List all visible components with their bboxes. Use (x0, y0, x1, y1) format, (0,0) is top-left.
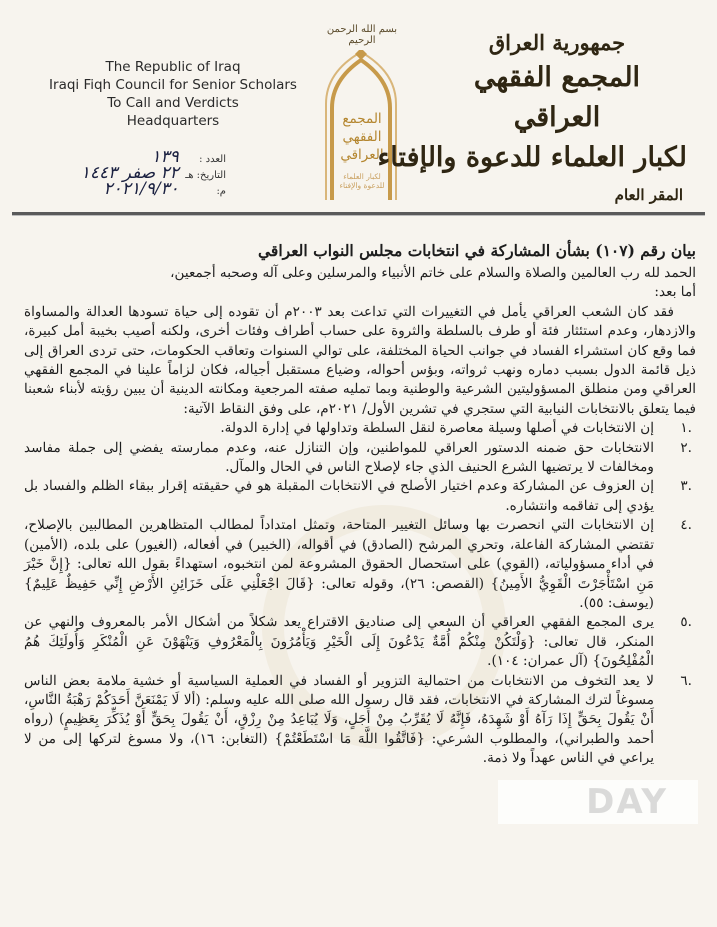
arabic-council-sub: لكبار العلماء للدعوة والإفتاء (377, 142, 687, 173)
logo-basmala: بسم الله الرحمن الرحيم (326, 24, 398, 46)
gregorian-date-value: ٢٠٢١/٩/٣٠ (103, 179, 179, 199)
header-divider (12, 212, 705, 216)
point-text: يرى المجمع الفقهي العراقي أن السعي إلى صناديق الاقتراع يعد شكلاً من أشكال الأمر بالمعروف والنهي عن المنكر، قال تعالى: {وَلْتَكُنْ مِنْكُمْ أُمَّةٌ يَدْعُونَ إِلَى الْخَيْرِ وَيَأْمُرُونَ بِالْمَعْرُوفِ وَيَنْهَوْنَ عَنِ الْمُنْكَرِ وَأُولَئِكَ هُمُ الْمُفْلِحُونَ} (آل عمران: ١٠٤). (24, 614, 654, 670)
point-number: .٢ (680, 439, 692, 456)
overlay-watermark-text: DAY (586, 782, 668, 822)
list-item (24, 613, 696, 671)
point-text: إن الانتخابات التي انحصرت بها وسائل التغيير المتاحة، وتمثل امتداداً لمطالب المتظاهرين المطالبين بالإصلاح، تقتضي المشاركة الفاعلة، وتحري المرشح (الصادق) في أقواله، (الخبير) في أفعاله، (الغيور) على بلده، (الأمين) في أداء مسؤولياته، (القوي) على استحصال الحقوق المشروعة لمن انتخبوه، استهداءً بقول الله تعالى: {إِنَّ خَيْرَ مَنِ اسْتَأْجَرْتَ الْقَوِيُّ الأَمِينُ} (القصص: ٢٦)، وقوله تعالى: {قَالَ اجْعَلْنِي عَلَى خَزَائِنِ الأَرْضِ إِنِّي حَفِيظٌ عَلِيمٌ} (يوسف: ٥٥). (24, 517, 654, 611)
amma-baad: أما بعد: (654, 284, 696, 301)
point-number: .٤ (680, 517, 692, 534)
hijri-date-value: ٢٢ صفر ١٤٤٣ (80, 163, 179, 183)
arabic-headquarters: المقر العام (614, 186, 683, 204)
logo-subtitle: لكبار العلماء للدعوة والإفتاء (339, 172, 385, 190)
point-number: .٣ (680, 478, 692, 495)
list-item (24, 419, 696, 438)
intro-paragraph: فقد كان الشعب العراقي يأمل في التغييرات التي تداعت بعد ٢٠٠٣م أن تقوده إلى حياة تسودها العدالة والمساواة والازدهار، وعدم استئثار فئة أو طرف بالسلطة والثروة على حساب أطراف وفئات أخرى، ولكنه أصيب بخيبة أمل كبيرة، فما وقع كان استشراء الفساد في جوانب الحياة المختلفة، على توالي السنوات وتعاقب الحكومات، حتى تردى العراق إلى ذيل قائمة الدول بسبب دماره ونهب ثرواته، وبؤس أحواله، وضياع مستقبل أجياله، فكان لزاماً علينا في المجمع الفقهي العراقي ومن منطلق المسؤوليتين الشرعية والوطنية وبما تمليه صفته المرجعية ومكانته الدينية أن يبين رؤيته لأبناء شعبنا فيما يتعلق بالانتخابات النيابية التي ستجري في تشرين الأول/ ٢٠٢١م، على وفق النقاط الآتية: (24, 303, 696, 417)
points-list (24, 419, 696, 768)
list-item (24, 672, 696, 769)
list-item (24, 439, 696, 478)
point-text: إن العزوف عن المشاركة وعدم اختيار الأصلح في الانتخابات المقبلة هو في حقيقته إقرار ببقاء الظلم والفساد بل يؤدي إلى تفاقمه وانتشاره. (24, 478, 654, 514)
point-text: إن الانتخابات في أصلها وسيلة معاصرة لنقل السلطة وتداولها في إدارة الدولة. (220, 420, 654, 437)
english-line-call: To Call and Verdicts (107, 95, 239, 111)
english-letterhead (48, 58, 298, 130)
english-line-republic: The Republic of Iraq (105, 59, 241, 75)
arabic-council-name: المجمع الفقهي العراقي (473, 62, 641, 133)
point-number: .٦ (680, 672, 692, 689)
english-line-council: Iraqi Fiqh Council for Senior Scholars (49, 77, 297, 93)
statement-title: بيان رقم (١٠٧) بشأن المشاركة في انتخابات مجلس النواب العراقي (258, 241, 696, 260)
date-label: التاريخ: هـ (185, 170, 226, 181)
number-value: ١٣٩ (151, 147, 179, 167)
list-item (24, 477, 696, 516)
arabic-letterhead (377, 28, 687, 206)
gregorian-label: م: (216, 186, 226, 197)
english-line-hq: Headquarters (126, 113, 220, 129)
list-item (24, 516, 696, 613)
point-text: لا يعد التخوف من الانتخابات من احتمالية التزوير أو الفساد في العملية السياسية أو خشية ملامة بعض الناس مسوغاً لترك المشاركة في الانتخابات، فقد قال رسول الله صلى الله عليه وسلم: (ألا لَا يَمْنَعَنَّ أَحَدَكُمْ رَهْبَةُ النَّاسِ، أَنْ يَقُولَ بِحَقٍّ إِذَا رَآهُ أَوْ شَهِدَهُ، فَإِنَّهُ لَا يُقَرِّبُ مِنْ أَجَلٍ، وَلَا يُبَاعِدُ مِنْ رِزْقٍ، أَنْ يَقُولَ بِحَقٍّ أَوْ يُذَكِّرَ بِعَظِيمٍ) (رواه أحمد والطبراني)، والمطلوب الشرعي: {فَاتَّقُوا اللَّهَ مَا اسْتَطَعْتُمْ} (التغابن: ١٦)، ولا مسوغ لتركها إلى من لا يراعي في الناس عهداً ولا ذمة. (24, 672, 654, 767)
arabic-republic: جمهورية العراق (488, 30, 626, 55)
overlay-watermark (498, 780, 698, 824)
point-text: الانتخابات حق ضمنه الدستور العراقي للمواطنين، وإن التنازل عنه، وعدم ممارسته يفضي إلى جملة مفاسد ومخالفات لا يرتضيها الشرع الحنيف الذي جاء لإصلاح الناس في الحال والمآل. (24, 439, 654, 476)
logo-title: المجمع الفقهي العراقي (340, 111, 384, 163)
greeting: الحمد لله رب العالمين والصلاة والسلام على خاتم الأنبياء والمرسلين وعلى آله وصحبه أجمعين، (170, 265, 696, 281)
point-number: .٥ (680, 614, 692, 631)
gregorian-date-row (96, 179, 226, 199)
point-number: .١ (680, 420, 692, 437)
statement-body (24, 240, 696, 769)
number-label: العدد : (199, 154, 226, 165)
reference-block (80, 147, 226, 199)
